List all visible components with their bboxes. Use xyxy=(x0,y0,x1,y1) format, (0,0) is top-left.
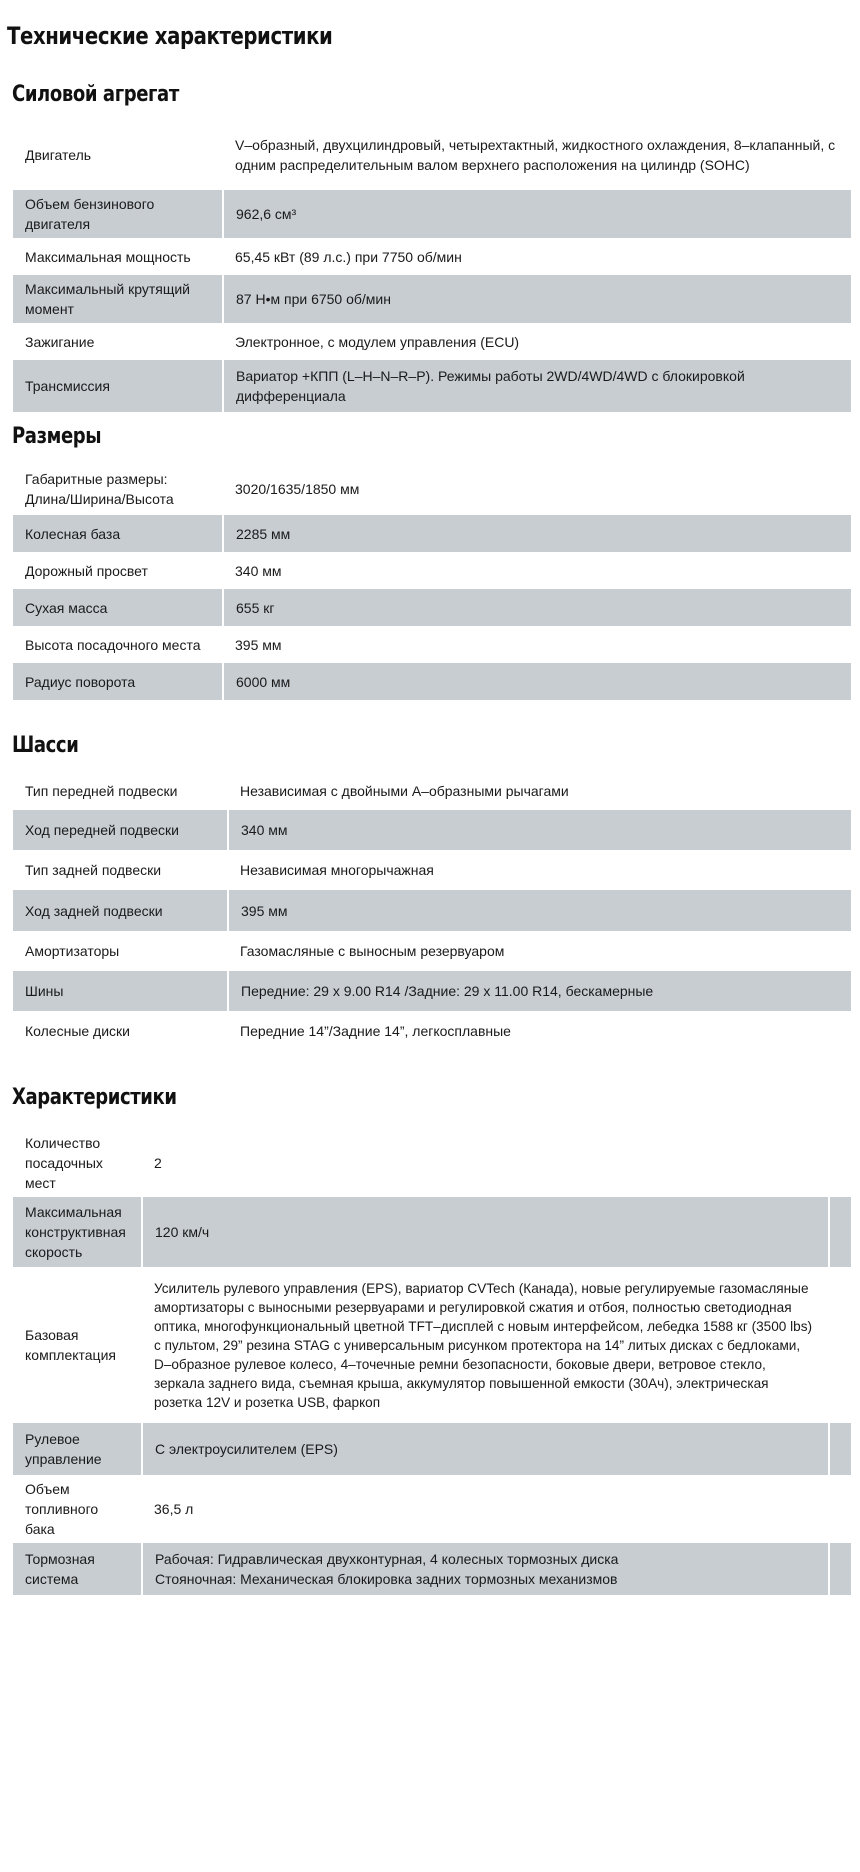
table-row xyxy=(13,1129,851,1197)
spec-value: 87 Н•м при 6750 об/мин xyxy=(223,275,851,323)
spec-table-power-unit xyxy=(13,120,851,412)
spec-value: 36,5 л xyxy=(154,1501,194,1517)
spec-label: Максимальный крутящий момент xyxy=(13,275,223,323)
spec-label: Ход передней подвески xyxy=(13,810,228,850)
spec-label: Шины xyxy=(13,971,228,1011)
spec-value: 962,6 см³ xyxy=(223,190,851,238)
spec-table-characteristics xyxy=(13,1129,851,1595)
spec-label: Максимальная конструктивная скорость xyxy=(13,1197,142,1267)
spec-value: 65,45 кВт (89 л.с.) при 7750 об/мин xyxy=(235,248,462,265)
table-row xyxy=(13,626,851,663)
spec-label: Объем топливного бака xyxy=(25,1481,99,1537)
spec-extra-cell xyxy=(829,1129,851,1197)
table-row xyxy=(13,971,851,1011)
table-row xyxy=(13,515,851,552)
spec-value: 395 мм xyxy=(235,636,282,653)
section-title-chassis: Шасси xyxy=(12,733,79,758)
spec-extra-cell xyxy=(829,1267,851,1423)
table-row xyxy=(13,360,851,412)
table-row xyxy=(13,1011,851,1051)
table-row xyxy=(13,589,851,626)
spec-value: Газомасляные с выносным резервуаром xyxy=(240,943,505,959)
section-title-characteristics: Характеристики xyxy=(12,1085,177,1110)
spec-value: V–образный, двухцилиндровый, четырехтактный, жидкостного охлаждения, 8–клапанный, с одним распределительным валом верхнего расположения на цилиндр (SOHC) xyxy=(235,137,836,173)
table-row xyxy=(13,1543,851,1595)
table-row xyxy=(13,120,851,190)
spec-table-chassis xyxy=(13,771,851,1051)
spec-label: Тип передней подвески xyxy=(25,782,178,799)
table-row xyxy=(13,850,851,890)
table-row xyxy=(13,771,851,810)
spec-value: 655 кг xyxy=(223,589,851,626)
spec-label: Колесные диски xyxy=(25,1023,130,1039)
spec-label: Сухая масса xyxy=(13,589,223,626)
spec-value: Передние: 29 x 9.00 R14 /Задние: 29 x 11.00 R14, бескамерные xyxy=(228,971,851,1011)
table-row xyxy=(13,1423,851,1475)
spec-label: Максимальная мощность xyxy=(25,248,191,265)
spec-value: Вариатор +КПП (L–H–N–R–P). Режимы работы 2WD/4WD/4WD с блокировкой дифференциала xyxy=(223,360,851,412)
spec-value: Усилитель рулевого управления (EPS), вариатор CVTech (Канада), новые регулируемые газомасляные амортизаторы с выносными резервуарами и регулировкой сжатия и отбоя, полностью светодиодная оптика, многофункциональный цветной TFT–дисплей с новым интерфейсом, лебедка 1588 кг (3500 lbs) с пультом, 29” резина STAG с универсальным рисунком протектора на 14” литых дисках с бедлоками, D–образное рулевое колесо, 4–точечные ремни безопасности, боковые двери, ветровое стекло, зеркала заднего вида, съемная крыша, аккумулятор повышенной емкости (30Ач), электрическая розетка 12V и розетка USB, фаркоп xyxy=(154,1280,813,1410)
spec-label: Колесная база xyxy=(13,515,223,552)
spec-value: 2285 мм xyxy=(223,515,851,552)
spec-value: 2 xyxy=(154,1155,162,1171)
spec-label: Количество посадочных мест xyxy=(25,1135,103,1191)
table-row xyxy=(13,275,851,323)
spec-label: Зажигание xyxy=(25,333,95,350)
spec-value: 120 км/ч xyxy=(142,1197,829,1267)
table-row xyxy=(13,323,851,360)
section-title-dimensions: Размеры xyxy=(12,424,102,449)
spec-label: Тип задней подвески xyxy=(25,862,162,878)
spec-value: Независимая с двойными А–образными рычагами xyxy=(240,782,569,799)
spec-extra-cell xyxy=(829,1423,851,1475)
spec-value: 6000 мм xyxy=(223,663,851,700)
table-row xyxy=(13,190,851,238)
spec-value: 3020/1635/1850 мм xyxy=(235,480,360,497)
page-title: Технические характеристики xyxy=(7,22,333,50)
table-row xyxy=(13,552,851,589)
spec-label: Габаритные размеры: Длина/Ширина/Высота xyxy=(25,470,174,507)
table-row xyxy=(13,810,851,850)
spec-value: Независимая многорычажная xyxy=(240,862,434,878)
spec-value: Электронное, с модулем управления (ECU) xyxy=(235,333,520,350)
spec-label: Рулевое управление xyxy=(13,1423,142,1475)
spec-label: Тормозная система xyxy=(13,1543,142,1595)
spec-label: Объем бензинового двигателя xyxy=(13,190,223,238)
section-title-power-unit: Силовой агрегат xyxy=(12,82,179,107)
spec-label: Дорожный просвет xyxy=(25,562,148,579)
spec-value: 340 мм xyxy=(228,810,851,850)
spec-label: Ход задней подвески xyxy=(13,890,228,931)
spec-label: Высота посадочного места xyxy=(25,636,201,653)
spec-label: Амортизаторы xyxy=(25,943,120,959)
table-row xyxy=(13,890,851,931)
spec-label: Двигатель xyxy=(25,147,92,163)
spec-value: Рабочая: Гидравлическая двухконтурная, 4 колесных тормозных диска Стояночная: Механическая блокировка задних тормозных механизмов xyxy=(142,1543,829,1595)
table-row xyxy=(13,462,851,515)
spec-value: 395 мм xyxy=(228,890,851,931)
spec-label: Радиус поворота xyxy=(13,663,223,700)
spec-label: Трансмиссия xyxy=(13,360,223,412)
spec-extra-cell xyxy=(829,1543,851,1595)
spec-value: Передние 14”/Задние 14”, легкосплавные xyxy=(240,1023,511,1039)
table-row xyxy=(13,1475,851,1543)
table-row xyxy=(13,1197,851,1267)
spec-value: С электроусилителем (EPS) xyxy=(142,1423,829,1475)
spec-label: Базовая комплектация xyxy=(25,1327,116,1363)
table-row xyxy=(13,663,851,700)
spec-table-dimensions xyxy=(13,462,851,700)
table-row xyxy=(13,931,851,971)
spec-extra-cell xyxy=(829,1475,851,1543)
table-row xyxy=(13,238,851,275)
spec-value: 340 мм xyxy=(235,562,282,579)
spec-extra-cell xyxy=(829,1197,851,1267)
table-row xyxy=(13,1267,851,1423)
